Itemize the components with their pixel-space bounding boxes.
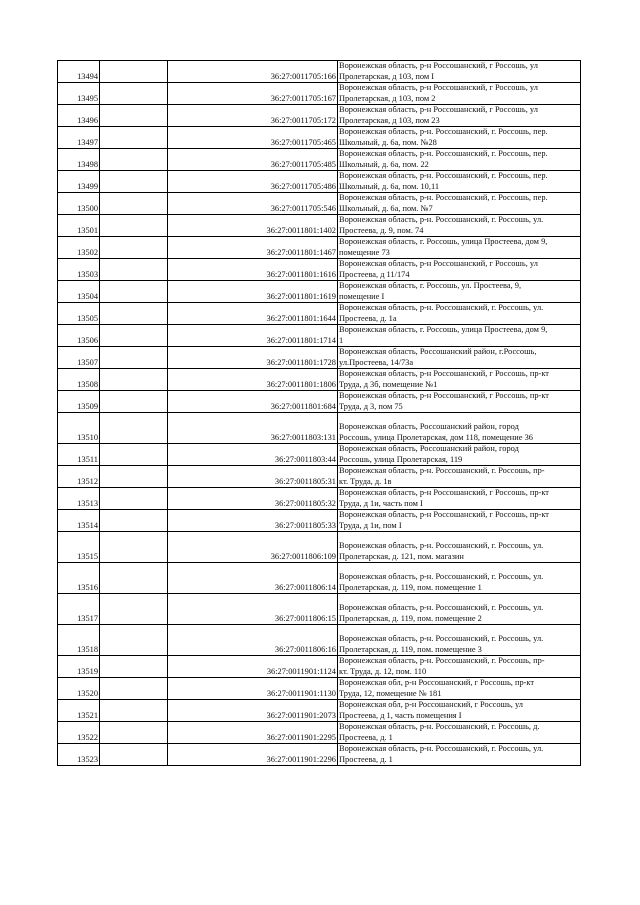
address-line-2: Школьный, д. 6а, пом. 22 <box>339 159 429 169</box>
row-number: 13496 <box>58 105 100 127</box>
cadastral-number: 36:27:0011705:486 <box>168 171 338 193</box>
address-cell <box>338 444 581 466</box>
address-line-1: Воронежская область, р-н Россошанский, г Россошь, пр-кт <box>339 510 549 520</box>
address-line-2: Пролетарская, д. 119, пом. помещение 3 <box>339 644 482 654</box>
row-number: 13520 <box>58 678 100 700</box>
empty-cell <box>100 532 168 563</box>
address-cell <box>338 722 581 744</box>
table-row <box>58 325 581 347</box>
address-line-1: Воронежская область, р-н. Россошанский, г. Россошь, пр- <box>339 466 545 476</box>
address-cell <box>338 625 581 656</box>
row-number: 13497 <box>58 127 100 149</box>
address-line-2: Пролетарская, д 103, пом 2 <box>339 93 436 103</box>
address-line-2: кт. Труда, д. 1в <box>339 476 392 486</box>
table-row <box>58 722 581 744</box>
row-number: 13513 <box>58 488 100 510</box>
empty-cell <box>100 744 168 766</box>
address-cell <box>338 532 581 563</box>
table-row <box>58 149 581 171</box>
empty-cell <box>100 369 168 391</box>
cadastral-number: 36:27:0011806:14 <box>168 563 338 594</box>
address-cell <box>338 391 581 413</box>
table-row <box>58 488 581 510</box>
address-line-1: Воронежская область, р-н. Россошанский, г. Россошь, д. <box>339 722 540 732</box>
empty-cell <box>100 656 168 678</box>
address-cell <box>338 563 581 594</box>
address-line-2: Простеева, д 11/174 <box>339 269 410 279</box>
address-line-1: Воронежская область, р-н Россошанский, г Россошь, пр-кт <box>339 391 549 401</box>
empty-cell <box>100 488 168 510</box>
table-row <box>58 532 581 563</box>
cadastral-number: 36:27:0011801:1402 <box>168 215 338 237</box>
address-cell <box>338 171 581 193</box>
address-cell <box>338 656 581 678</box>
table-row <box>58 237 581 259</box>
row-number: 13522 <box>58 722 100 744</box>
table-row <box>58 656 581 678</box>
empty-cell <box>100 303 168 325</box>
address-line-2: помещение 73 <box>339 247 390 257</box>
address-line-2: Труда, д 1и, часть пом I <box>339 498 423 508</box>
address-cell <box>338 466 581 488</box>
address-line-1: Воронежская область, р-н. Россошанский, г. Россошь, ул. <box>339 303 544 313</box>
table-row <box>58 744 581 766</box>
row-number: 13495 <box>58 83 100 105</box>
row-number: 13516 <box>58 563 100 594</box>
address-line-2: Россошь, улица Пролетарская, дом 118, помещение 36 <box>339 432 533 442</box>
empty-cell <box>100 510 168 532</box>
address-line-1: Воронежская область, р-н. Россошанский, г. Россошь, пер. <box>339 127 548 137</box>
empty-cell <box>100 466 168 488</box>
address-line-2: Простеева, д. 1а <box>339 313 397 323</box>
row-number: 13511 <box>58 444 100 466</box>
empty-cell <box>100 215 168 237</box>
address-cell <box>338 369 581 391</box>
empty-cell <box>100 678 168 700</box>
table-row <box>58 193 581 215</box>
cadastral-number: 36:27:0011901:2296 <box>168 744 338 766</box>
address-line-1: Воронежская область, р-н Россошанский, г Россошь, ул <box>339 259 538 269</box>
cadastral-number: 36:27:0011705:167 <box>168 83 338 105</box>
address-line-2: помещение I <box>339 291 385 301</box>
empty-cell <box>100 83 168 105</box>
cadastral-number: 36:27:0011801:1714 <box>168 325 338 347</box>
address-line-2: Труда, д 3б, помещение №1 <box>339 379 438 389</box>
table-row <box>58 700 581 722</box>
table-row <box>58 127 581 149</box>
address-cell <box>338 325 581 347</box>
row-number: 13503 <box>58 259 100 281</box>
address-line-1: Воронежская область, р-н. Россошанский, г. Россошь, пр- <box>339 656 545 666</box>
row-number: 13504 <box>58 281 100 303</box>
table-row <box>58 678 581 700</box>
address-line-1: Воронежская область, р-н Россошанский, г Россошь, ул <box>339 83 538 93</box>
table-row <box>58 391 581 413</box>
row-number: 13506 <box>58 325 100 347</box>
cadastral-number: 36:27:0011806:16 <box>168 625 338 656</box>
address-line-2: ул.Простеева, 14/73а <box>339 357 414 367</box>
address-cell <box>338 700 581 722</box>
cadastral-number: 36:27:0011801:1616 <box>168 259 338 281</box>
address-line-1: Воронежская область, р-н. Россошанский, г. Россошь, ул. <box>339 215 544 225</box>
cadastral-number: 36:27:0011801:684 <box>168 391 338 413</box>
table-row <box>58 369 581 391</box>
cadastral-number: 36:27:0011801:1467 <box>168 237 338 259</box>
row-number: 13505 <box>58 303 100 325</box>
address-line-1: Воронежская область, р-н. Россошанский, г. Россошь, ул. <box>339 603 544 613</box>
address-line-2: Пролетарская, д 103, пом I <box>339 71 435 81</box>
table-row <box>58 61 581 83</box>
address-line-1: Воронежская область, р-н. Россошанский, г. Россошь, пер. <box>339 149 548 159</box>
empty-cell <box>100 193 168 215</box>
row-number: 13514 <box>58 510 100 532</box>
address-cell <box>338 237 581 259</box>
empty-cell <box>100 61 168 83</box>
cadastral-number: 36:27:0011801:1728 <box>168 347 338 369</box>
address-line-2: Простеева, д 1, часть помещения I <box>339 710 462 720</box>
address-cell <box>338 149 581 171</box>
cadastral-number: 36:27:0011805:31 <box>168 466 338 488</box>
empty-cell <box>100 391 168 413</box>
address-line-2: кт. Труда, д. 12, пом. 110 <box>339 666 427 676</box>
address-line-1: Воронежская область, р-н Россошанский, г Россошь, пр-кт <box>339 488 549 498</box>
empty-cell <box>100 237 168 259</box>
cadastral-number: 36:27:0011806:15 <box>168 594 338 625</box>
empty-cell <box>100 722 168 744</box>
table-row <box>58 625 581 656</box>
table-row <box>58 510 581 532</box>
table-row <box>58 259 581 281</box>
empty-cell <box>100 171 168 193</box>
address-line-1: Воронежская область, г. Россошь, улица Простеева, дом 9, <box>339 325 548 335</box>
cadastral-number: 36:27:0011901:2073 <box>168 700 338 722</box>
address-line-1: Воронежская область, р-н. Россошанский, г. Россошь, ул. <box>339 572 544 582</box>
address-line-2: Труда, д 3, пом 75 <box>339 401 403 411</box>
address-cell <box>338 744 581 766</box>
address-line-2: Труда, д 1и, пом I <box>339 520 402 530</box>
address-line-2: 1 <box>339 335 344 345</box>
row-number: 13502 <box>58 237 100 259</box>
table-row <box>58 413 581 444</box>
address-line-1: Воронежская область, р-н. Россошанский, г. Россошь, пер. <box>339 193 548 203</box>
table-row <box>58 83 581 105</box>
address-cell <box>338 193 581 215</box>
table-row <box>58 281 581 303</box>
address-line-1: Воронежская область, Россошанский район, г.Россошь, <box>339 347 537 357</box>
row-number: 13512 <box>58 466 100 488</box>
empty-cell <box>100 259 168 281</box>
address-line-1: Воронежская область, р-н Россошанский, г Россошь, ул <box>339 61 538 71</box>
empty-cell <box>100 105 168 127</box>
cadastral-number: 36:27:0011705:465 <box>168 127 338 149</box>
row-number: 13517 <box>58 594 100 625</box>
cadastral-number: 36:27:0011705:172 <box>168 105 338 127</box>
table-row <box>58 466 581 488</box>
cadastral-number: 36:27:0011801:1806 <box>168 369 338 391</box>
row-number: 13494 <box>58 61 100 83</box>
address-line-1: Воронежская область, р-н. Россошанский, г. Россошь, ул. <box>339 634 544 644</box>
address-line-2: Простеева, д. 1 <box>339 754 393 764</box>
address-cell <box>338 510 581 532</box>
address-cell <box>338 347 581 369</box>
cadastral-number: 36:27:0011801:1619 <box>168 281 338 303</box>
address-line-1: Воронежская область, р-н. Россошанский, г. Россошь, ул. <box>339 744 544 754</box>
cadastral-number: 36:27:0011803:131 <box>168 413 338 444</box>
row-number: 13523 <box>58 744 100 766</box>
row-number: 13515 <box>58 532 100 563</box>
row-number: 13521 <box>58 700 100 722</box>
address-cell <box>338 259 581 281</box>
address-cell <box>338 594 581 625</box>
address-line-2: Пролетарская, д. 119, пом. помещение 2 <box>339 613 482 623</box>
row-number: 13519 <box>58 656 100 678</box>
address-line-1: Воронежская область, Россошанский район, город <box>339 444 519 454</box>
address-line-1: Воронежская обл, р-н Россошанский, г Россошь, ул <box>339 700 523 710</box>
table-row <box>58 171 581 193</box>
table-row <box>58 594 581 625</box>
cadastral-number: 36:27:0011705:485 <box>168 149 338 171</box>
row-number: 13500 <box>58 193 100 215</box>
table-row <box>58 347 581 369</box>
cadastral-number: 36:27:0011806:109 <box>168 532 338 563</box>
address-cell <box>338 303 581 325</box>
address-line-2: Простеева, д. 9, пом. 74 <box>339 225 424 235</box>
address-line-2: Школьный, д. 6а, пом. №7 <box>339 203 433 213</box>
empty-cell <box>100 625 168 656</box>
empty-cell <box>100 700 168 722</box>
empty-cell <box>100 444 168 466</box>
address-line-1: Воронежская область, р-н Россошанский, г Россошь, пр-кт <box>339 369 549 379</box>
empty-cell <box>100 413 168 444</box>
row-number: 13509 <box>58 391 100 413</box>
row-number: 13510 <box>58 413 100 444</box>
address-line-1: Воронежская область, р-н Россошанский, г Россошь, ул <box>339 105 538 115</box>
table-row <box>58 444 581 466</box>
row-number: 13498 <box>58 149 100 171</box>
empty-cell <box>100 281 168 303</box>
cadastral-number: 36:27:0011705:546 <box>168 193 338 215</box>
cadastral-number: 36:27:0011801:1644 <box>168 303 338 325</box>
address-line-1: Воронежская область, р-н. Россошанский, г. Россошь, пер. <box>339 171 548 181</box>
address-line-2: Россошь, улица Пролетарская, 119 <box>339 454 463 464</box>
empty-cell <box>100 127 168 149</box>
address-cell <box>338 281 581 303</box>
registry-table-body <box>58 61 581 766</box>
address-cell <box>338 488 581 510</box>
address-cell <box>338 127 581 149</box>
cadastral-number: 36:27:0011805:33 <box>168 510 338 532</box>
address-line-2: Простеева, д. 1 <box>339 732 393 742</box>
table-row <box>58 215 581 237</box>
address-line-2: Труда, 12, помещение № 181 <box>339 688 442 698</box>
address-cell <box>338 61 581 83</box>
table-row <box>58 105 581 127</box>
address-line-1: Воронежская область, г. Россошь, ул. Простеева, 9, <box>339 281 522 291</box>
cadastral-number: 36:27:0011805:32 <box>168 488 338 510</box>
row-number: 13499 <box>58 171 100 193</box>
address-cell <box>338 413 581 444</box>
cadastral-number: 36:27:0011901:1124 <box>168 656 338 678</box>
address-line-1: Воронежская область, р-н. Россошанский, г. Россошь, ул. <box>339 541 544 551</box>
row-number: 13507 <box>58 347 100 369</box>
address-cell <box>338 83 581 105</box>
row-number: 13518 <box>58 625 100 656</box>
address-cell <box>338 678 581 700</box>
address-line-2: Школьный, д. 6а, пом. №28 <box>339 137 437 147</box>
address-line-1: Воронежская обл, р-н Россошанский, г Россошь, пр-кт <box>339 678 535 688</box>
empty-cell <box>100 347 168 369</box>
cadastral-number: 36:27:0011803:44 <box>168 444 338 466</box>
empty-cell <box>100 325 168 347</box>
empty-cell <box>100 594 168 625</box>
address-line-2: Пролетарская, д 103, пом 23 <box>339 115 440 125</box>
address-cell <box>338 105 581 127</box>
empty-cell <box>100 149 168 171</box>
empty-cell <box>100 563 168 594</box>
address-line-2: Пролетарская, д. 121, пом. магазин <box>339 551 464 561</box>
row-number: 13501 <box>58 215 100 237</box>
table-row <box>58 563 581 594</box>
cadastral-number: 36:27:0011705:166 <box>168 61 338 83</box>
address-line-1: Воронежская область, г. Россошь, улица Простеева, дом 9, <box>339 237 548 247</box>
address-line-2: Пролетарская, д. 119, пом. помещение 1 <box>339 582 482 592</box>
cadastral-number: 36:27:0011901:2295 <box>168 722 338 744</box>
address-line-2: Школьный, д. 6а, пом. 10,11 <box>339 181 440 191</box>
row-number: 13508 <box>58 369 100 391</box>
address-line-1: Воронежская область, Россошанский район, город <box>339 422 519 432</box>
cadastral-number: 36:27:0011901:1130 <box>168 678 338 700</box>
table-row <box>58 303 581 325</box>
registry-table <box>57 60 581 766</box>
address-cell <box>338 215 581 237</box>
